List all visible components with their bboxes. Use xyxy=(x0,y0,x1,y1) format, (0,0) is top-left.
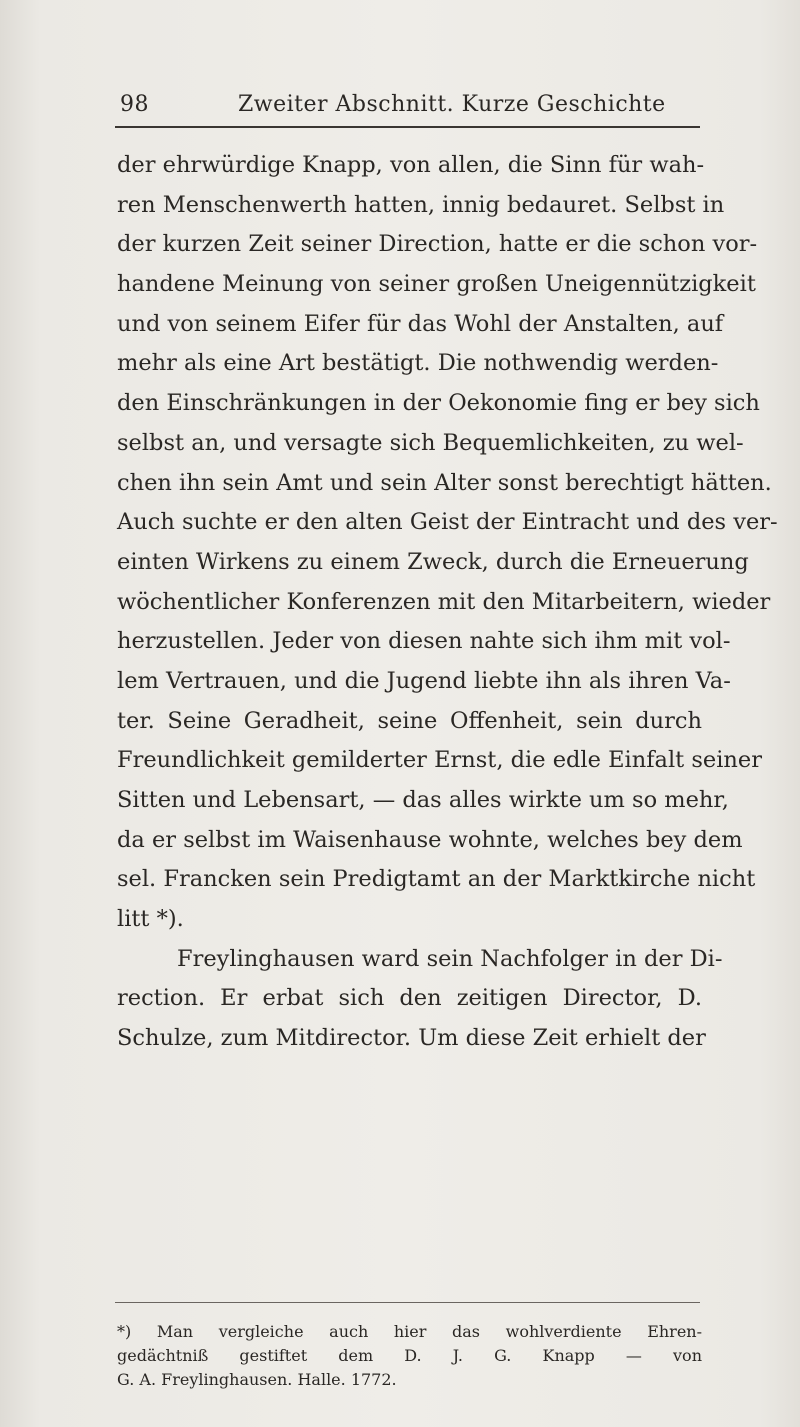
text-line: der kurzen Zeit seiner Direction, hatte er die schon vor- xyxy=(117,231,758,258)
text-line: rection. Er erbat sich den zeitigen Director, D. xyxy=(117,985,702,1012)
text-line: wöchentlicher Konferenzen mit den Mitarbeitern, wieder xyxy=(117,588,771,615)
footnote xyxy=(117,1320,702,1392)
text-line: litt *). xyxy=(117,906,184,933)
text-line: herzustellen. Jeder von diesen nahte sich ihm mit vol- xyxy=(117,628,731,655)
text-line: und von seinem Eifer für das Wohl der Anstalten, auf xyxy=(117,310,724,337)
text-line: sel. Francken sein Predigtamt an der Marktkirche nicht xyxy=(117,866,756,893)
text-line: handene Meinung von seiner großen Uneigennützigkeit xyxy=(117,271,756,298)
text-line: ter. Seine Geradheit, seine Offenheit, sein durch xyxy=(117,707,702,734)
text-line: lem Vertrauen, und die Jugend liebte ihn als ihren Va- xyxy=(117,667,731,694)
text-line: den Einschränkungen in der Oekonomie fing er bey sich xyxy=(117,390,760,417)
text-line: Freundlichkeit gemilderter Ernst, die edle Einfalt seiner xyxy=(117,747,762,774)
text-line: der ehrwürdige Knapp, von allen, die Sinn für wah- xyxy=(117,152,705,178)
text-line: einten Wirkens zu einem Zweck, durch die Erneuerung xyxy=(117,548,749,575)
running-title: Zweiter Abschnitt. Kurze Geschichte xyxy=(238,92,666,117)
header-rule xyxy=(115,126,700,128)
footnote-line: *) Man vergleiche auch hier das wohlverdiente Ehren- xyxy=(117,1322,702,1341)
text-line: chen ihn sein Amt und sein Alter sonst berechtigt hätten. xyxy=(117,469,772,496)
body-text xyxy=(117,146,778,1059)
text-line: Sitten und Lebensart, — das alles wirkte um so mehr, xyxy=(117,787,729,813)
page-number: 98 xyxy=(120,92,149,117)
footnote-line: G. A. Freylinghausen. Halle. 1772. xyxy=(117,1370,397,1389)
text-line: mehr als eine Art bestätigt. Die nothwendig werden- xyxy=(117,350,719,377)
text-line: Auch suchte er den alten Geist der Eintracht und des ver- xyxy=(117,509,778,536)
text-line: ren Menschenwerth hatten, innig bedauret. Selbst in xyxy=(117,191,725,218)
text-line: selbst an, und versagte sich Bequemlichkeiten, zu wel- xyxy=(117,429,744,456)
footnote-line: gedächtniß gestiftet dem D. J. G. Knapp — von xyxy=(117,1346,702,1365)
text-line: Freylinghausen ward sein Nachfolger in der Di- xyxy=(177,945,723,972)
text-line: Schulze, zum Mitdirector. Um diese Zeit erhielt der xyxy=(117,1025,706,1052)
text-line: da er selbst im Waisenhause wohnte, welches bey dem xyxy=(117,826,743,853)
footnote-rule xyxy=(115,1302,700,1303)
